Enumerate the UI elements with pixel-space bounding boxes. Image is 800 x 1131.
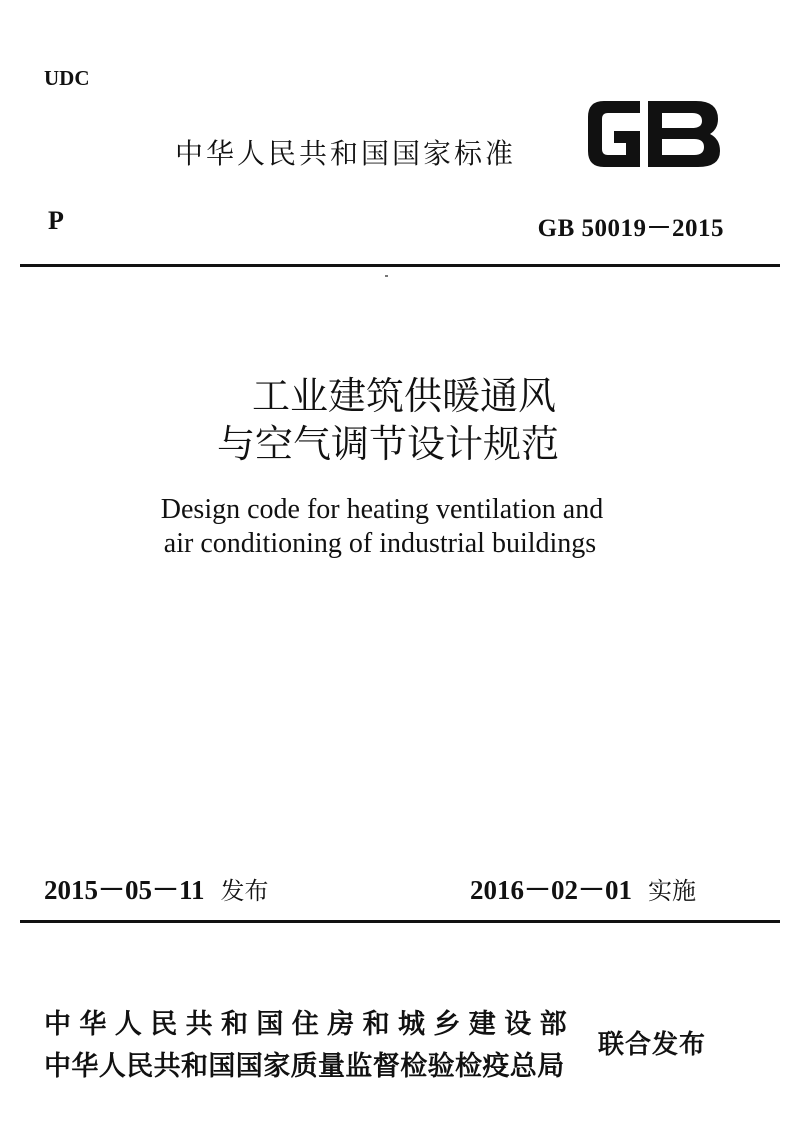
top-divider (20, 264, 780, 267)
title-en-line2: air conditioning of industrial buildings (163, 528, 597, 559)
issuer-ministry: 中华人民共和国住房和城乡建设部 (44, 1009, 575, 1040)
udc-label: UDC (44, 66, 90, 90)
impl-date-block (470, 868, 696, 907)
issuer-aqsiq: 中华人民共和国国家质量监督检验检疫总局 (44, 1051, 565, 1082)
gb-logo (584, 97, 724, 171)
title-cn-line1: 工业建筑供暖通风 (251, 374, 556, 418)
bottom-divider (20, 920, 780, 923)
title-en-line1: Design code for heating ventilation and (160, 494, 604, 525)
issue-date-block (44, 868, 269, 907)
classification-code: P (48, 206, 64, 235)
standard-number: GB 50019－2015 (537, 215, 724, 242)
scan-speck (385, 275, 388, 277)
title-cn-line2: 与空气调节设计规范 (216, 422, 559, 466)
impl-label: 实施 (648, 877, 696, 905)
joint-issue-label: 联合发布 (598, 1030, 707, 1060)
issue-label: 发布 (220, 877, 269, 905)
impl-date: 2016－02－01 (470, 875, 632, 905)
issue-date: 2015－05－11 (44, 875, 205, 905)
standard-name: 中华人民共和国国家标准 (175, 137, 517, 170)
